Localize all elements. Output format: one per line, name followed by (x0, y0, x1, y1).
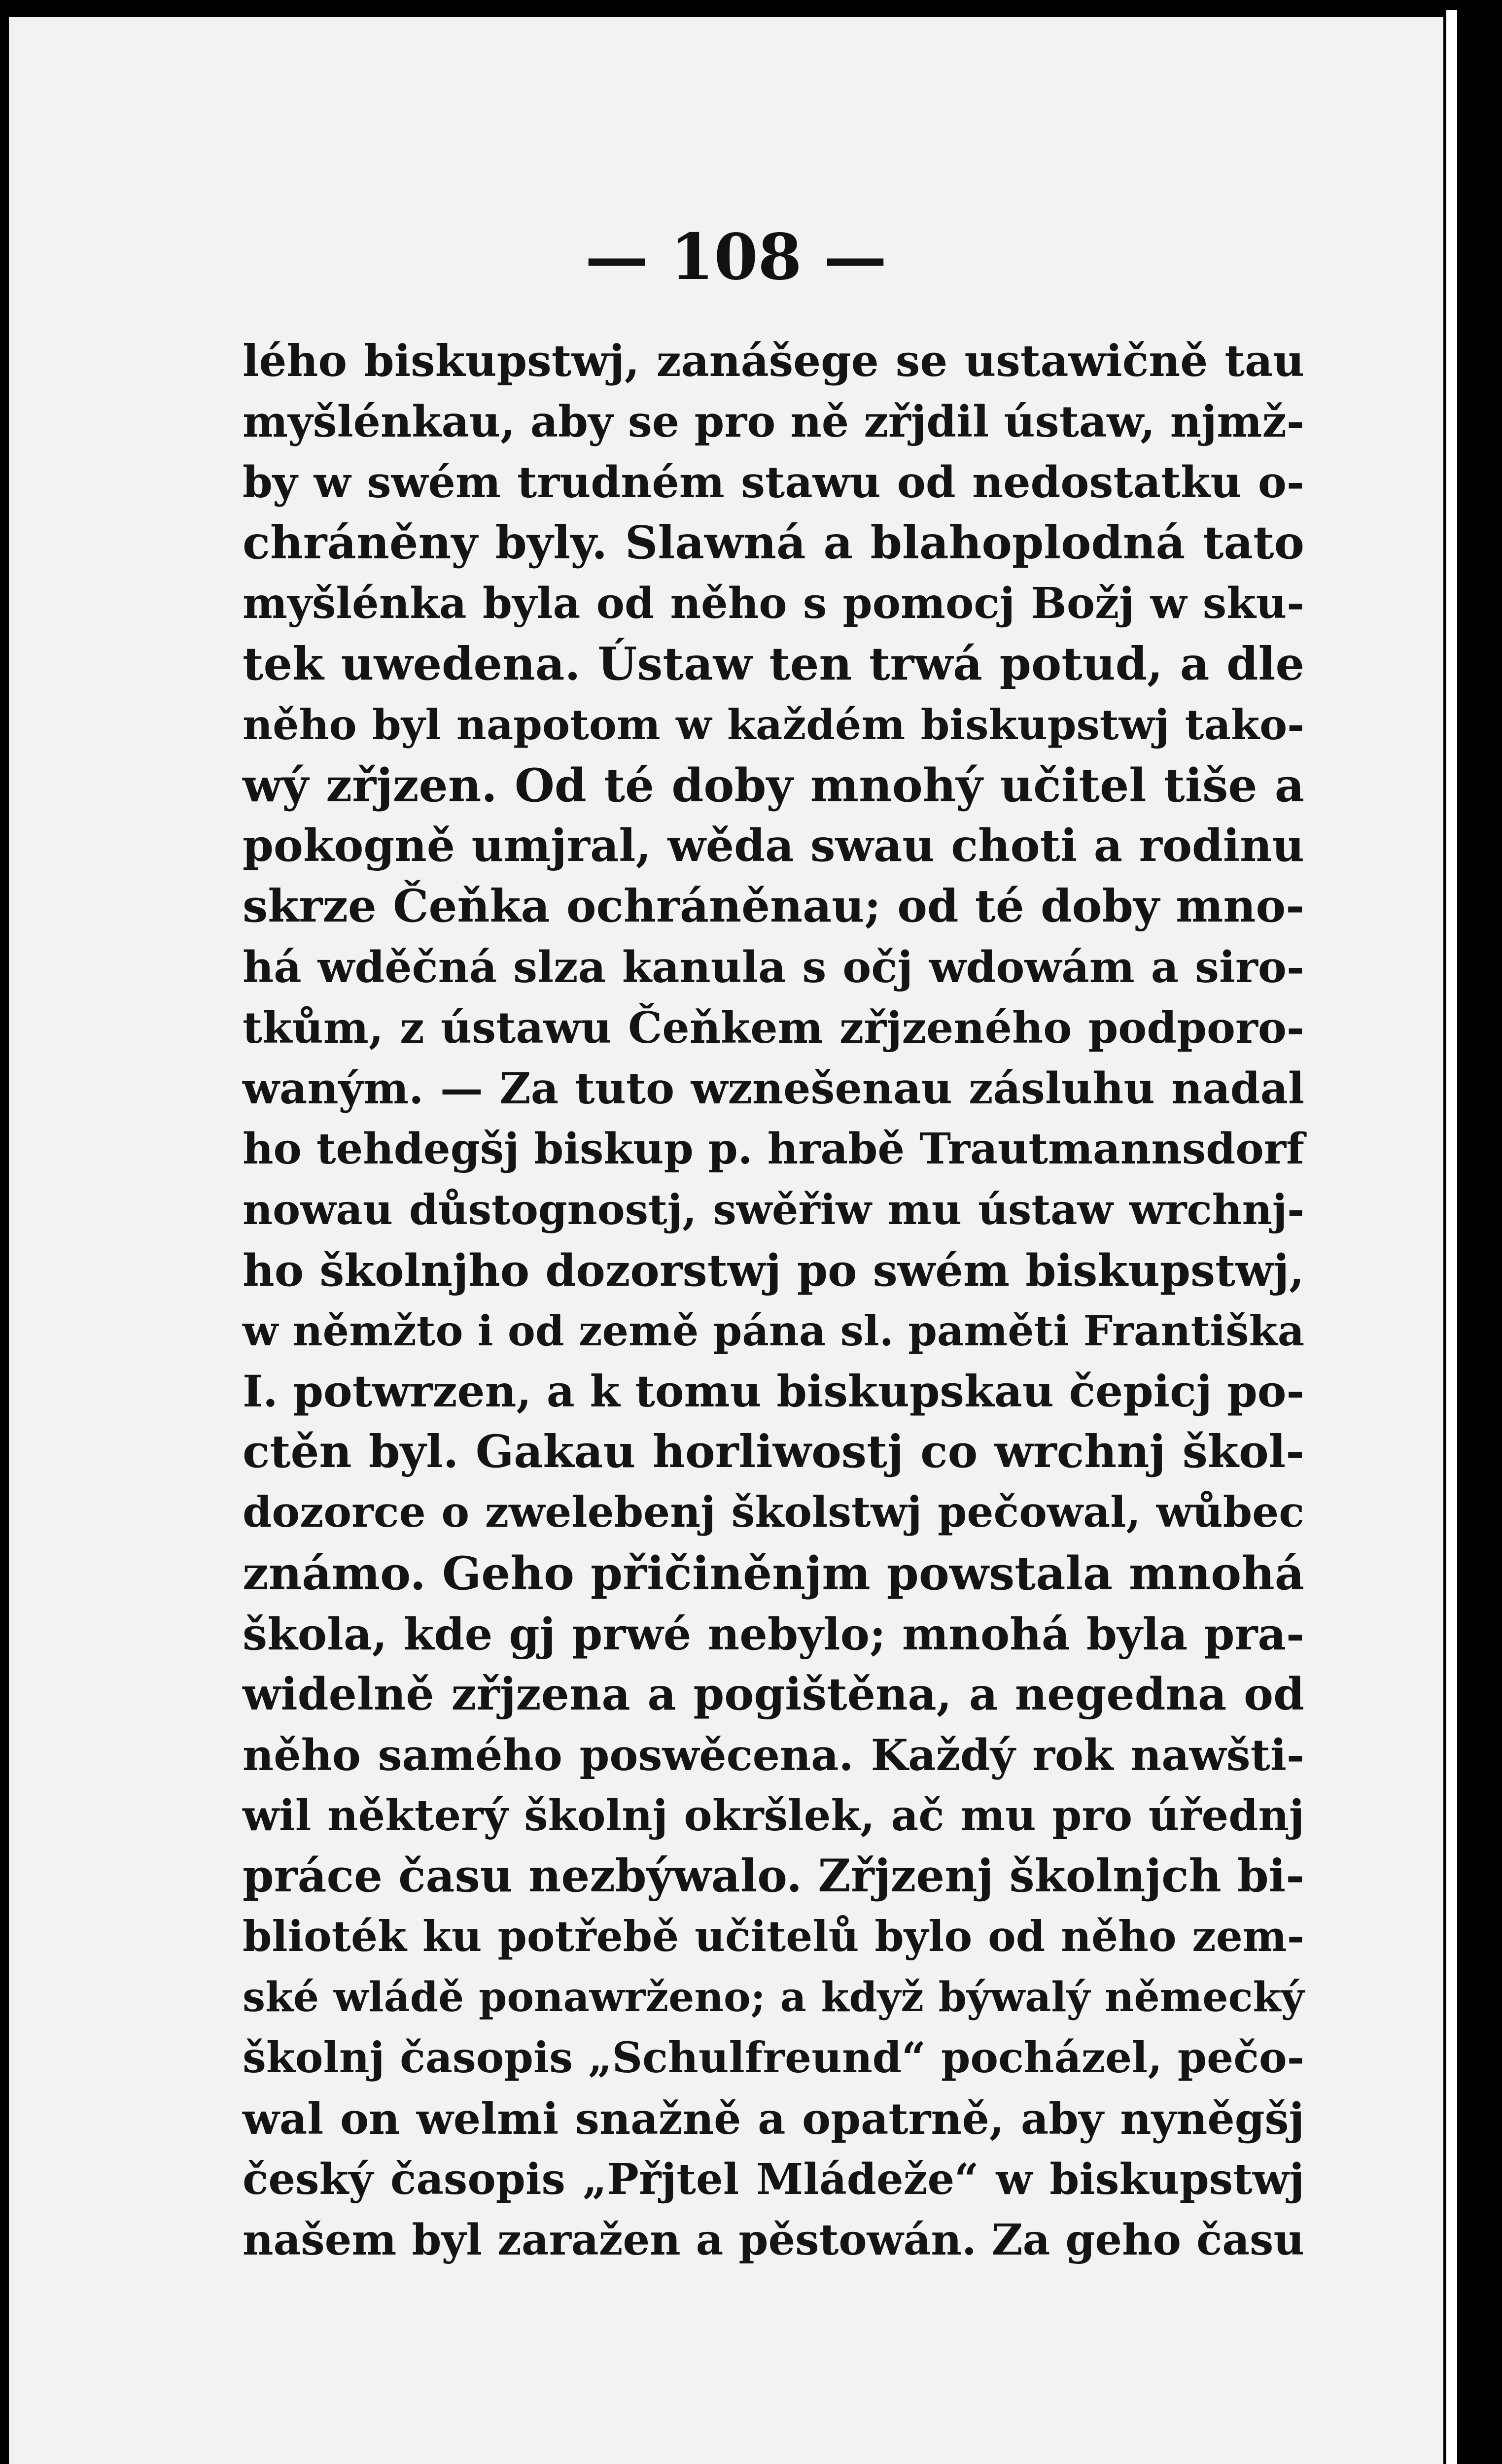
text-line: w němžto i od země pána sl. paměti Františka (243, 1306, 1305, 1355)
text-line: něho byl napotom w každém biskupstwj tako- (243, 700, 1304, 749)
text-line: myšlénkau, aby se pro ně zřjdil ústaw, njmž- (243, 396, 1304, 447)
text-line: blioték ku potřebě učitelů bylo od něho zem- (243, 1912, 1304, 1961)
text-line: ctěn byl. Gakau horliwostj co wrchnj škol- (243, 1426, 1304, 1478)
text-line: škola, kde gj prwé nebylo; mnohá byla pra- (243, 1608, 1304, 1660)
body-text (243, 331, 1304, 2270)
text-line: pokogně umjral, wěda swau choti a rodinu (243, 820, 1304, 872)
text-line: lého biskupstwj, zanášege se ustawičně tau (243, 335, 1304, 386)
text-line: by w swém trudném stawu od nedostatku o- (243, 457, 1304, 508)
text-line: nowau důstognostj, swěřiw mu ústaw wrchnj- (243, 1185, 1304, 1234)
text-line: známo. Geho přičiněnjm powstala mnohá (243, 1546, 1304, 1600)
text-line: dozorce o zwelebenj školstwj pečowal, wůbec (243, 1488, 1304, 1537)
text-line: há wděčná slza kanula s očj wdowám a siro- (243, 942, 1304, 992)
page-edge (1446, 10, 1457, 2464)
text-line: myšlénka byla od něho s pomocj Božj w sku- (243, 579, 1304, 628)
text-line: ho tehdegšj biskup p. hrabě Trautmannsdorf (243, 1124, 1305, 1174)
text-line: skrze Čeňka ochráněnau; od té doby mno- (243, 880, 1304, 932)
text-line: waným. — Za tuto wznešenau zásluhu nadal (243, 1063, 1304, 1114)
text-line: wý zřjzen. Od té doby mnohý učitel tiše a (243, 758, 1304, 812)
text-line: ho školnjho dozorstwj po swém biskupstwj, (243, 1244, 1304, 1296)
text-line: widelně zřjzena a pogištěna, a negedna od (243, 1668, 1304, 1720)
text-line: školnj časopis „Schulfreund“ pocházel, pečo- (243, 2033, 1304, 2083)
text-line: něho samého poswěcena. Každý rok nawšti- (243, 1730, 1304, 1780)
text-line: našem byl zaražen a pěstowán. Za geho času (243, 2215, 1304, 2265)
text-line: I. potwrzen, a k tomu biskupskau čepicj po- (243, 1366, 1304, 1417)
text-line: tkům, z ústawu Čeňkem zřjzeného podporo- (243, 1002, 1304, 1053)
page-number: — 108 — (585, 220, 887, 294)
text-line: český časopis „Přjtel Mládeže“ w biskupstwj (243, 2155, 1304, 2204)
text-line: tek uwedena. Ústaw ten trwá potud, a dle (243, 637, 1304, 690)
text-line: práce času nezbýwalo. Zřjzenj školnjch bi- (243, 1850, 1304, 1902)
text-line: ské wládě ponawrženo; a když býwalý německý (243, 1974, 1304, 2021)
text-line: wal on welmi snažně a opatrně, aby nyněgšj (243, 2093, 1304, 2144)
text-line: chráněny byly. Slawná a blahoplodná tato (243, 516, 1304, 569)
book-page (9, 17, 1443, 2464)
text-line: wil některý školnj okršlek, ač mu pro úřednj (243, 1791, 1304, 1841)
